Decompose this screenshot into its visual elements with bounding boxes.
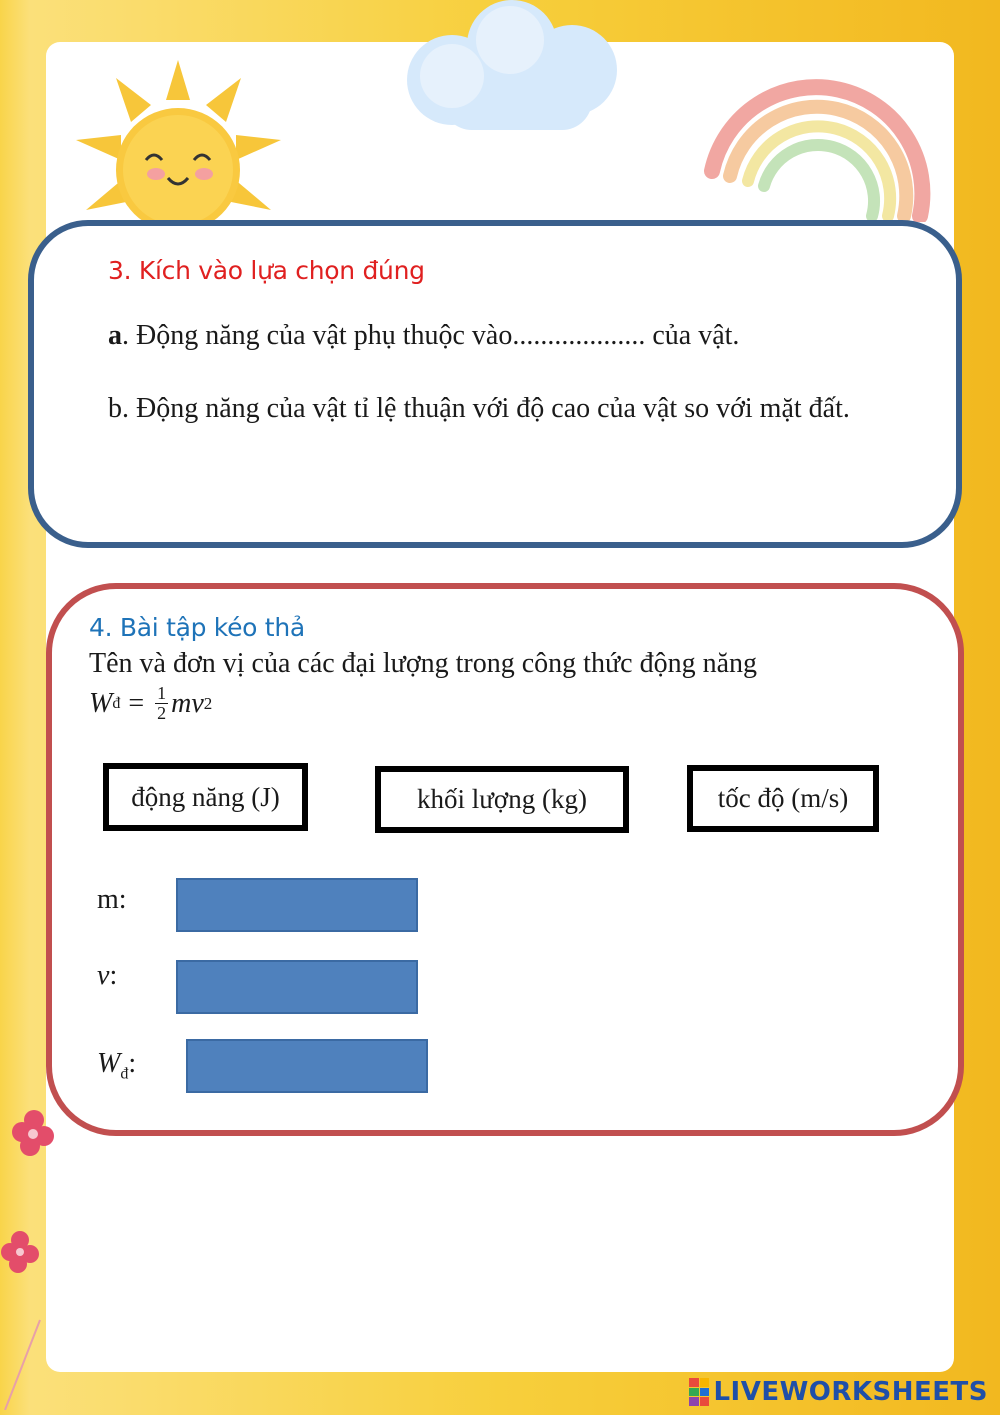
brand-text: LIVEWORKSHEETS: [713, 1377, 988, 1407]
cloud-illustration: [392, 0, 642, 140]
drag-chip-speed[interactable]: tốc độ (m/s): [687, 765, 879, 832]
liveworksheets-brand[interactable]: [689, 1377, 988, 1407]
question-4-heading: 4. Bài tập kéo thả: [89, 613, 305, 642]
drag-chip-mass[interactable]: khối lượng (kg): [375, 766, 629, 833]
formula-denominator: 2: [157, 703, 167, 723]
statement-a[interactable]: [108, 320, 739, 352]
formula-lhs-subscript: đ: [112, 694, 121, 712]
target-label-v: [97, 960, 117, 992]
drag-chip-kinetic-energy[interactable]: động năng (J): [103, 763, 308, 831]
target-label-m: m:: [97, 884, 127, 915]
target-label-wd: [97, 1048, 136, 1084]
drop-target-m[interactable]: [176, 878, 418, 932]
sun-illustration: [76, 60, 281, 230]
statement-a-text: . Động năng của vật phụ thuộc vào................... của vật.: [122, 320, 740, 351]
target-label-v-symbol: v: [97, 960, 110, 991]
formula-lhs: W: [89, 687, 113, 719]
question-4-description: Tên và đơn vị của các đại lượng trong công thức động năng: [89, 648, 757, 679]
flowers-illustration: [0, 1090, 60, 1410]
drop-target-v[interactable]: [176, 960, 418, 1014]
formula-rhs: mv: [171, 687, 204, 719]
target-label-wd-colon: :: [128, 1048, 137, 1079]
formula-equals: =: [128, 687, 145, 719]
target-label-v-colon: :: [109, 960, 118, 991]
question-3-heading: 3. Kích vào lựa chọn đúng: [108, 256, 425, 285]
rainbow-illustration: [700, 66, 932, 222]
target-label-wd-symbol: W: [97, 1048, 121, 1079]
statement-a-letter: a: [108, 320, 122, 351]
drop-target-wd[interactable]: [186, 1039, 428, 1093]
formula-rhs-exponent: 2: [203, 693, 213, 713]
liveworksheets-logo-icon: [689, 1378, 709, 1406]
target-label-wd-subscript: đ: [120, 1065, 129, 1083]
formula-fraction: [155, 684, 168, 723]
formula-numerator: 1: [157, 683, 167, 703]
statement-b[interactable]: b. Động năng của vật tỉ lệ thuận với độ cao của vật so với mặt đất.: [108, 393, 850, 424]
kinetic-energy-formula: [89, 684, 212, 723]
